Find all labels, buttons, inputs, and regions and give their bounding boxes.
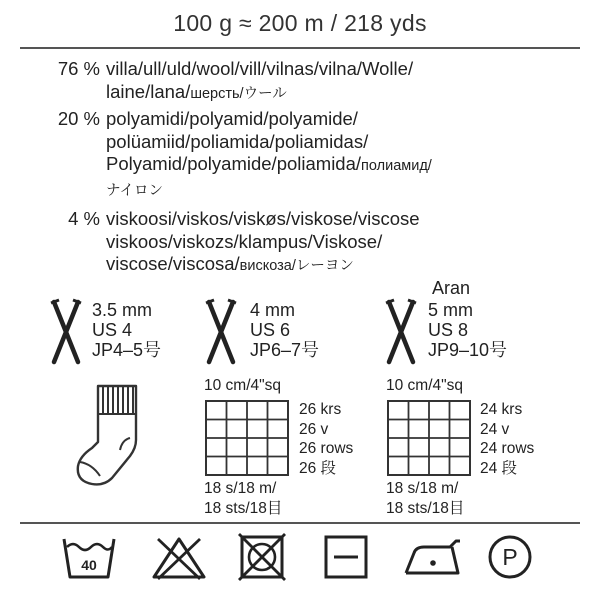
gauge-stitches — [204, 479, 282, 518]
grid-square-icon — [387, 400, 471, 476]
fiber-names: polüamiid/poliamida/poliamidas/ — [106, 130, 369, 152]
gauge-row: 26 krs — [299, 401, 342, 418]
gauge-row: 24 rows — [480, 440, 535, 457]
needle-mm: 4 mm — [250, 300, 295, 320]
gauge-row: 24 v — [480, 420, 510, 438]
fiber-names: villa/ull/uld/wool/vill/vilnas/vilna/Wolle/ — [106, 58, 414, 79]
fiber-names: вискоза/レーヨン — [239, 258, 354, 274]
needle-size-2 — [250, 300, 319, 360]
gauge-size: 10 cm/4"sq — [386, 377, 464, 394]
fiber-names: ナイロン — [106, 182, 163, 199]
aran-label: Aran — [432, 278, 471, 298]
fiber-names: viskoos/viskozs/klampus/Viskose/ — [106, 230, 383, 252]
wash-40-icon — [60, 533, 118, 581]
fiber-line — [50, 231, 420, 254]
dry-clean-p-icon — [486, 533, 534, 581]
fiber-names: viskoosi/viskos/viskøs/viskose/viscose — [106, 208, 420, 229]
fiber-line — [50, 108, 432, 131]
needles-icon-1 — [48, 298, 84, 366]
gauge-row: 24 段 — [480, 459, 518, 477]
divider-bottom — [20, 522, 580, 524]
weight-length-label: 100 g ≈ 200 m / 218 yds — [173, 10, 427, 36]
gauge-sts: 18 s/18 m/ — [204, 480, 277, 497]
fiber-line — [50, 153, 432, 178]
do-not-tumble-dry-icon — [237, 532, 287, 582]
needle-jp: JP6–7号 — [250, 340, 320, 360]
needle-us: US 4 — [92, 320, 133, 340]
fiber-percent: 20 % — [57, 108, 100, 129]
gauge-rows — [480, 400, 534, 478]
wash-temperature: 40 — [81, 557, 97, 573]
gauge-sts: 18 sts/18目 — [386, 499, 465, 517]
needles-icon-2 — [203, 298, 239, 366]
fiber-line — [50, 178, 432, 203]
dry-flat-icon — [321, 532, 371, 582]
needle-mm: 5 mm — [428, 300, 473, 320]
fiber-wool — [50, 58, 413, 105]
gauge-row: 24 krs — [480, 401, 523, 418]
fiber-names: polyamidi/polyamid/polyamide/ — [106, 108, 358, 129]
iron-low-icon — [400, 533, 466, 581]
gauge-stitches — [386, 479, 464, 518]
fiber-names: полиамид/ — [361, 158, 432, 174]
fiber-names: laine/lana/ — [106, 80, 191, 102]
divider-top — [20, 47, 580, 49]
fiber-line — [50, 58, 413, 81]
needle-jp: JP9–10号 — [428, 340, 508, 360]
gauge-size: 10 cm/4"sq — [204, 377, 282, 394]
sock-icon — [70, 378, 156, 490]
gauge-sts: 18 s/18 m/ — [386, 480, 459, 497]
grid-square-icon — [205, 400, 289, 476]
fiber-line — [50, 131, 432, 154]
needle-size-3 — [428, 300, 507, 360]
fiber-line — [50, 253, 420, 278]
dry-clean-letter: P — [502, 544, 518, 570]
fiber-line — [50, 208, 420, 231]
fiber-polyamide — [50, 108, 432, 202]
gauge-row: 26 v — [299, 420, 329, 438]
needle-us: US 6 — [250, 320, 291, 340]
gauge-row: 26 rows — [299, 440, 354, 457]
fiber-percent: 4 % — [68, 208, 100, 229]
fiber-viscose — [50, 208, 420, 278]
needle-jp: JP4–5号 — [92, 340, 162, 360]
gauge-sts: 18 sts/18目 — [204, 499, 283, 517]
needle-mm: 3.5 mm — [92, 300, 153, 320]
gauge-row: 26 段 — [299, 459, 337, 477]
fiber-line — [50, 81, 413, 106]
fiber-percent: 76 % — [57, 58, 100, 79]
do-not-bleach-icon — [150, 533, 208, 581]
needle-us: US 8 — [428, 320, 469, 340]
gauge-rows — [299, 400, 353, 478]
fiber-names: Polyamid/polyamide/poliamida/ — [106, 153, 362, 174]
fiber-names: шерсть/ウール — [190, 85, 287, 102]
needle-size-1 — [92, 300, 161, 360]
needles-icon-3 — [383, 298, 419, 366]
fiber-names: viscose/viscosa/ — [106, 253, 240, 274]
